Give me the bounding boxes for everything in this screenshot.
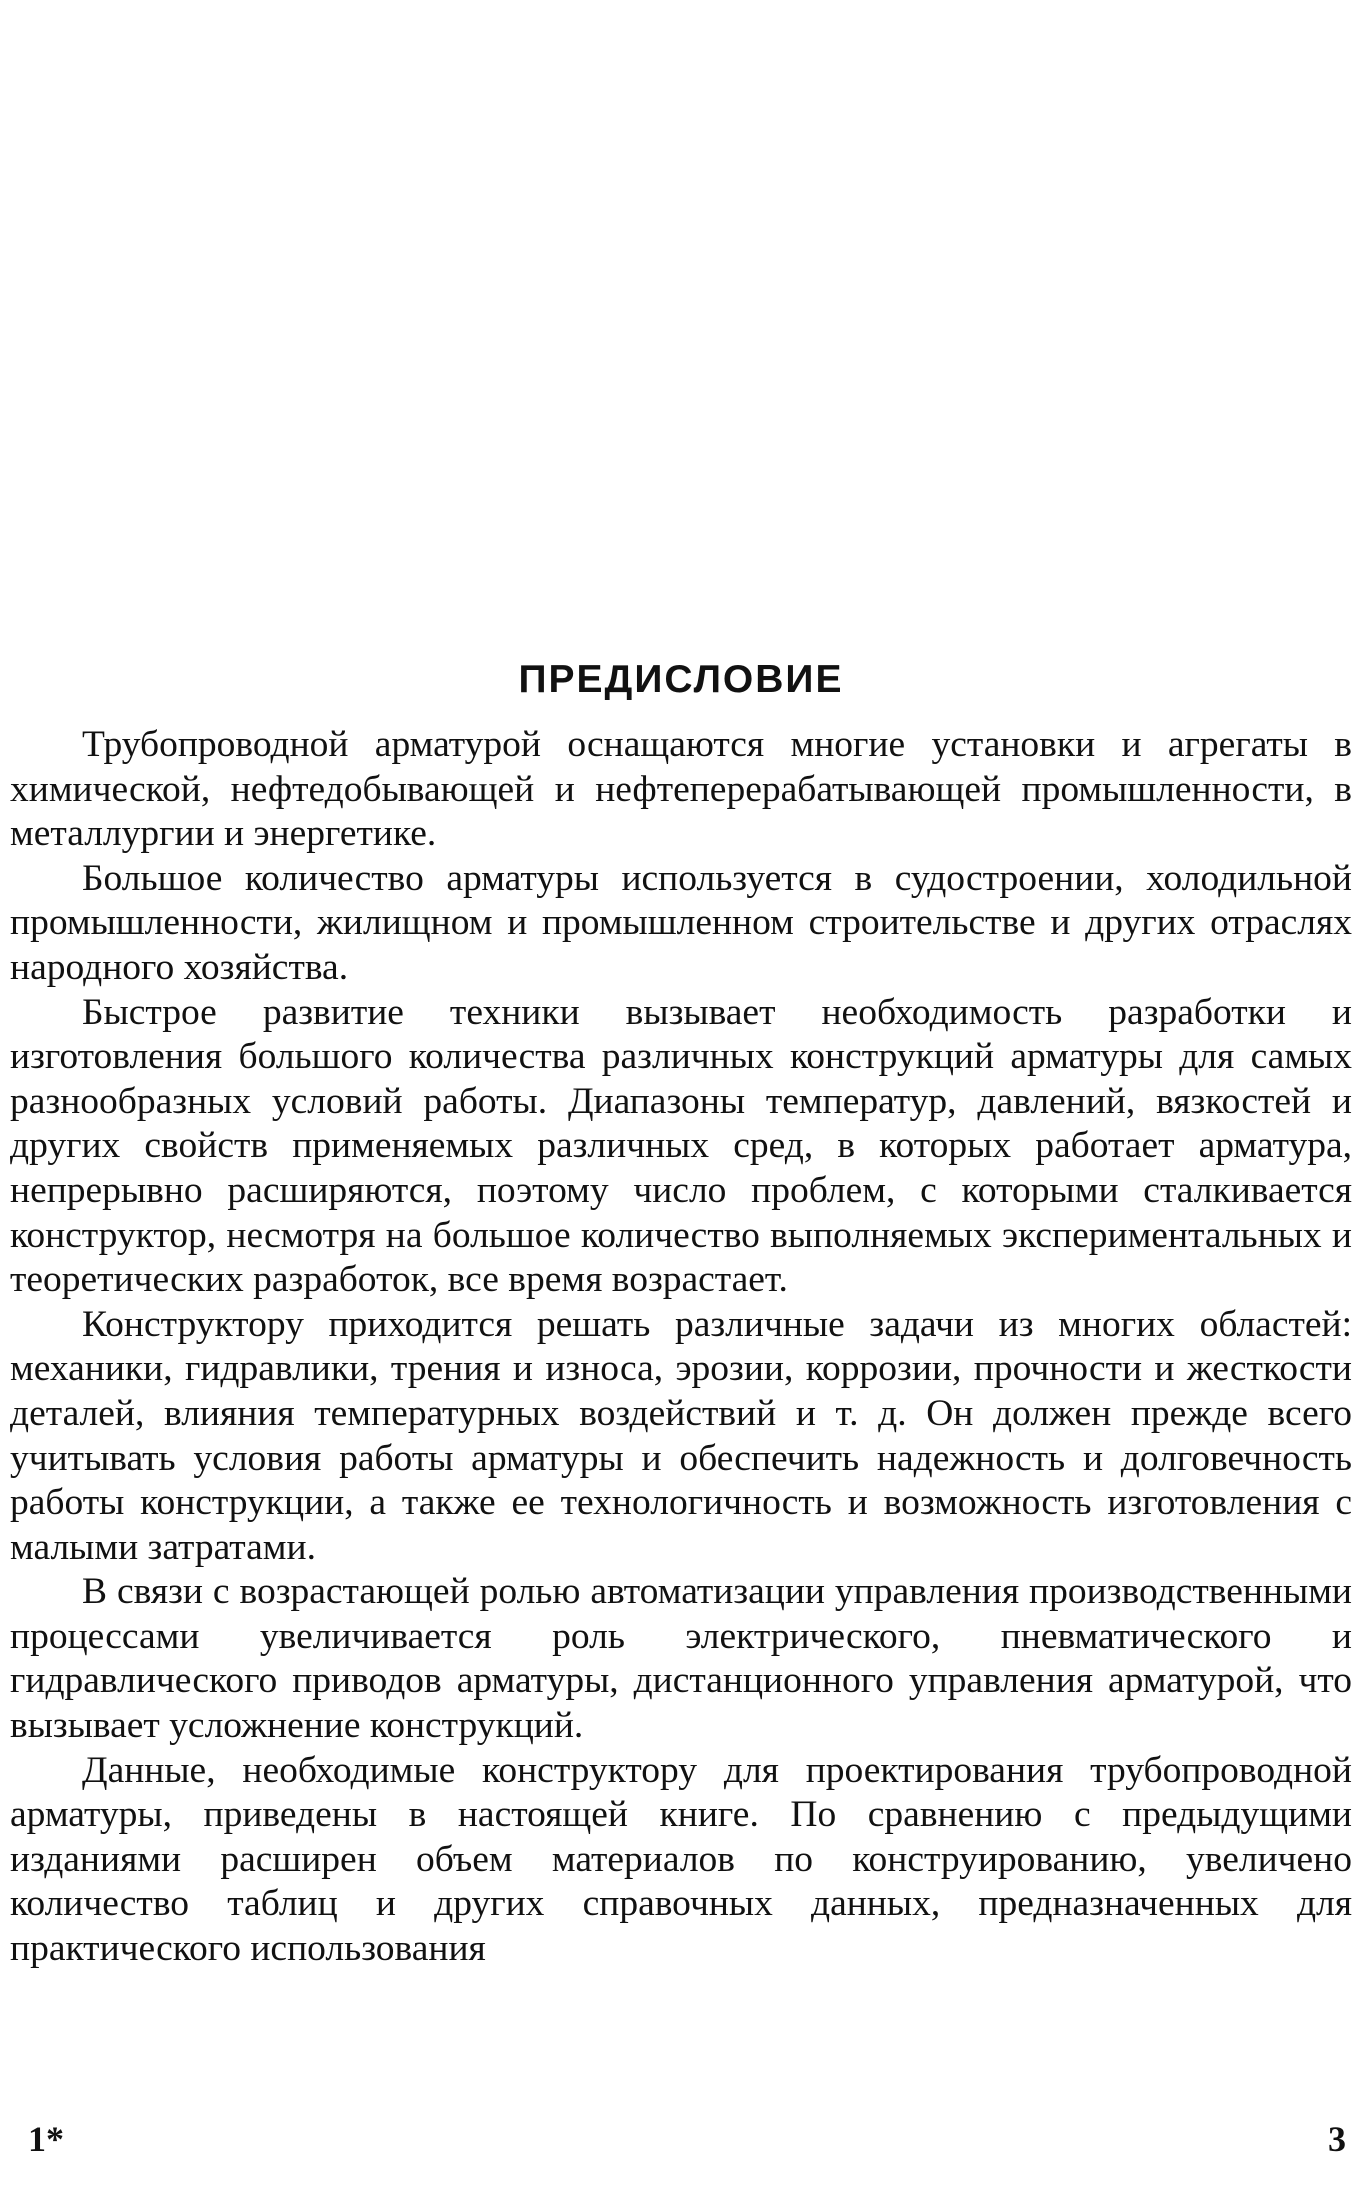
paragraph-4: Конструктору приходится решать различные задачи из многих областей: механики, гидравлики, трения и износа, эрозии, коррозии, прочности и жесткости деталей, влияния температурных воздействий и т. д. Он должен прежде всего учитывать условия работы арматуры и обеспечить надежность и долговечность работы конструкции, а также ее технологичность и возможность изготовления с малыми затратами. bbox=[10, 1303, 1352, 1568]
page-title: ПРЕДИСЛОВИЕ bbox=[518, 658, 844, 701]
paragraph-3: Быстрое развитие техники вызывает необходимость разработки и изготовления большого количества различных конструкций арматуры для самых разнообразных условий работы. Диапазоны температур, давлений, вязкостей и других свойств применяемых различных сред, в которых работает арматура, непрерывно расширяются, поэтому число проблем, с которыми сталкивается конструктор, несмотря на большое количество выполняемых экспериментальных и теоретических разработок, все время возрастает. bbox=[10, 991, 1352, 1301]
paragraph-6: Данные, необходимые конструктору для проектирования трубопроводной арматуры, приведены в настоящей книге. По сравнению с предыдущими изданиями расширен объем материалов по конструированию, увеличено количество таблиц и других справочных данных, предназначенных для практического использования bbox=[10, 1749, 1352, 1970]
document-body bbox=[10, 655, 1352, 1972]
page-footer bbox=[0, 2118, 1360, 2168]
paragraph-5: В связи с возрастающей ролью автоматизации управления производственными процессами увеличивается роль электрического, пневматического и гидравлического приводов арматуры, дистанционного управления арматурой, что вызывает усложнение конструкций. bbox=[10, 1571, 1352, 1747]
paragraph-2: Большое количество арматуры используется в судостроении, холодильной промышленности, жилищном и промышленном строительстве и других отраслях народного хозяйства. bbox=[10, 857, 1352, 988]
signature-mark: 1* bbox=[28, 2119, 64, 2159]
page-number: 3 bbox=[1328, 2119, 1346, 2159]
paragraph-1: Трубопроводной арматурой оснащаются многие установки и агрегаты в химической, нефтедобывающей и нефтеперерабатывающей промышленности, в металлургии и энергетике. bbox=[10, 724, 1352, 855]
